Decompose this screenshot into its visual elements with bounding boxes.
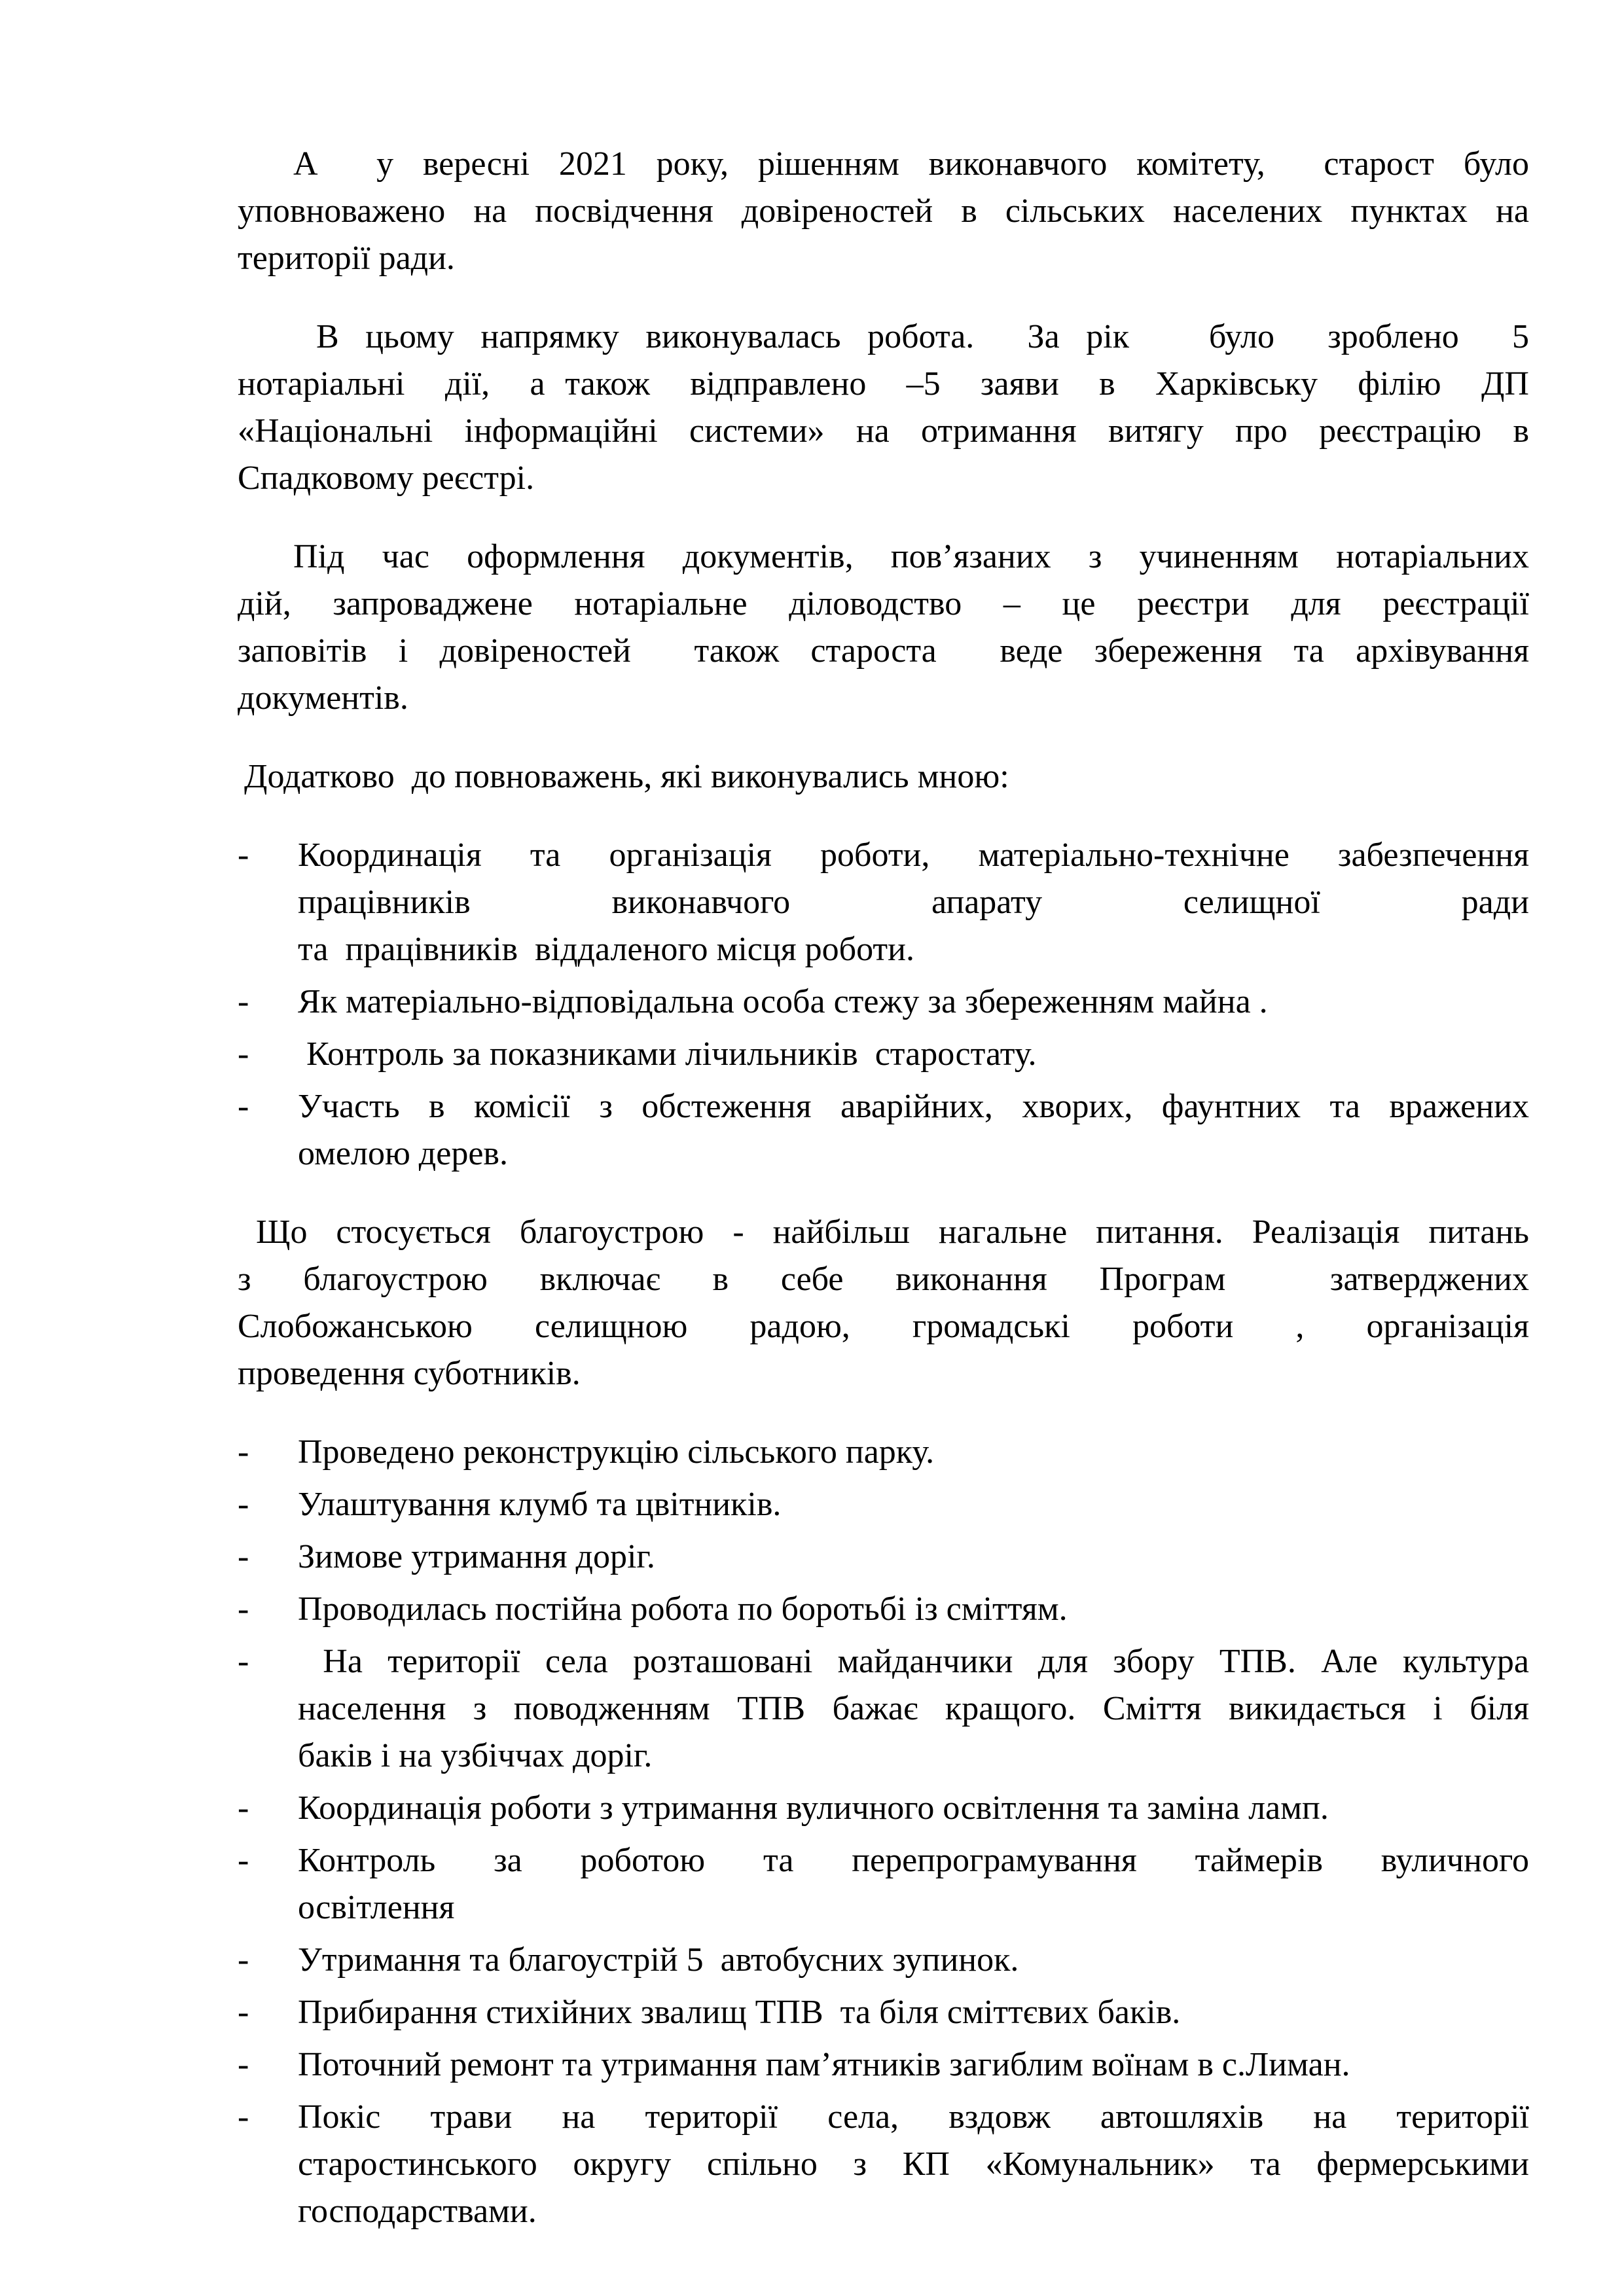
text-line: території ради. xyxy=(238,240,455,277)
text-line: старостинського округу спільно з КП «Комунальник» та фермерськими xyxy=(298,2145,1529,2183)
text-line: баків і на узбіччах доріг. xyxy=(298,1737,653,1774)
list-item xyxy=(238,1429,1529,1476)
text-line: А у вересні 2021 року, рішенням виконавчого комітету, старост було xyxy=(293,145,1529,183)
text-line: з благоустрою включає в себе виконання Програм затверджених xyxy=(238,1261,1529,1298)
text-line: Участь в комісії з обстеження аварійних, хворих, фаунтних та вражених xyxy=(298,1088,1529,1125)
dash-list xyxy=(238,1429,1529,2235)
text-line: Що стосується благоустрою - найбільш нагальне питання. Реалізація питань xyxy=(256,1213,1529,1251)
text-line: Як матеріально-відповідальна особа стежу за збереженням майна . xyxy=(298,983,1268,1020)
dash-bullet: - xyxy=(238,1941,249,1979)
list-item xyxy=(238,978,1529,1026)
text-line: Під час оформлення документів, пов’язаних з учиненням нотаріальних xyxy=(293,538,1529,575)
text-line: освітлення xyxy=(298,1889,455,1926)
dash-bullet: - xyxy=(238,1538,249,1575)
dash-bullet: - xyxy=(238,1789,249,1827)
text-line: Слобожанською селищною радою, громадські роботи , організація xyxy=(238,1308,1529,1345)
list-item xyxy=(238,1837,1529,1931)
text-line: В цьому напрямку виконувалась робота. За рік було зроблено 5 xyxy=(316,318,1529,355)
text-line: працівників виконавчого апарату селищної ради xyxy=(298,884,1529,921)
paragraph xyxy=(238,141,1529,282)
list-item xyxy=(238,1785,1529,1832)
text-line: омелою дерев. xyxy=(298,1135,508,1172)
text-line: Додатково до повноважень, які виконувались мною: xyxy=(244,758,1009,795)
text-line: Контроль за роботою та перепрограмування таймерів вуличного xyxy=(298,1842,1529,1879)
text-line: Зимове утримання доріг. xyxy=(298,1538,655,1575)
dash-bullet: - xyxy=(238,1035,249,1073)
text-line: населення з поводженням ТПВ бажає кращого. Сміття викидається і біля xyxy=(298,1690,1529,1727)
list-item xyxy=(238,1989,1529,2036)
dash-bullet: - xyxy=(238,1842,249,1879)
text-line: Проводилась постійна робота по боротьбі із сміттям. xyxy=(298,1590,1068,1628)
dash-bullet: - xyxy=(238,1643,249,1680)
paragraph xyxy=(238,533,1529,722)
list-item xyxy=(238,1638,1529,1780)
text-line: Проведено реконструкцію сільського парку. xyxy=(298,1433,935,1471)
list-item xyxy=(238,1083,1529,1177)
text-line: документів. xyxy=(238,679,408,717)
text-line: Координація роботи з утримання вуличного освітлення та заміна ламп. xyxy=(298,1789,1329,1827)
list-item xyxy=(238,1586,1529,1633)
text-line: Покіс трави на території села, вздовж автошляхів на території xyxy=(298,2098,1529,2136)
dash-bullet: - xyxy=(238,1088,249,1125)
paragraph xyxy=(238,753,1529,800)
text-line: Поточний ремонт та утримання пам’ятників загиблим воїнам в с.Лиман. xyxy=(298,2046,1350,2083)
text-line: Утримання та благоустрій 5 автобусних зупинок. xyxy=(298,1941,1019,1979)
list-item xyxy=(238,1534,1529,1581)
text-line: Координація та організація роботи, матеріально-технічне забезпечення xyxy=(298,836,1529,874)
dash-bullet: - xyxy=(238,1433,249,1471)
text-line: та працівників віддаленого місця роботи. xyxy=(298,931,914,968)
text-line: «Національні інформаційні системи» на отримання витягу про реєстрацію в xyxy=(238,412,1529,450)
text-line: нотаріальні дії, а також відправлено –5 заяви в Харківську філію ДП xyxy=(238,365,1529,403)
paragraph xyxy=(238,1209,1529,1397)
text-line: дій, запроваджене нотаріальне діловодство – це реєстри для реєстрації xyxy=(238,585,1529,622)
list-item xyxy=(238,1937,1529,1984)
text-line: Улаштування клумб та цвітників. xyxy=(298,1486,782,1523)
dash-bullet: - xyxy=(238,1590,249,1628)
text-line: Прибирання стихійних звалищ ТПВ та біля сміттєвих баків. xyxy=(298,1994,1181,2031)
dash-bullet: - xyxy=(238,2046,249,2083)
dash-bullet: - xyxy=(238,2098,249,2136)
list-item xyxy=(238,1481,1529,1528)
text-line: господарствами. xyxy=(298,2193,537,2230)
dash-bullet: - xyxy=(238,1486,249,1523)
dash-bullet: - xyxy=(238,836,249,874)
list-item xyxy=(238,832,1529,973)
list-item xyxy=(238,2094,1529,2235)
list-item xyxy=(238,1031,1529,1078)
paragraph xyxy=(238,314,1529,502)
document-content xyxy=(238,141,1529,2267)
dash-list xyxy=(238,832,1529,1177)
text-line: уповноважено на посвідчення довіреностей в сільських населених пунктах на xyxy=(238,192,1529,230)
text-line: проведення суботників. xyxy=(238,1355,581,1392)
dash-bullet: - xyxy=(238,983,249,1020)
text-line: Спадковому реєстрі. xyxy=(238,459,535,497)
dash-bullet: - xyxy=(238,1994,249,2031)
text-line: Контроль за показниками лічильників старостату. xyxy=(298,1035,1037,1073)
list-item xyxy=(238,2041,1529,2089)
text-line: заповітів і довіреностей також староста веде збереження та архівування xyxy=(238,632,1529,670)
text-line: На території села розташовані майданчики для збору ТПВ. Але культура xyxy=(298,1643,1529,1680)
